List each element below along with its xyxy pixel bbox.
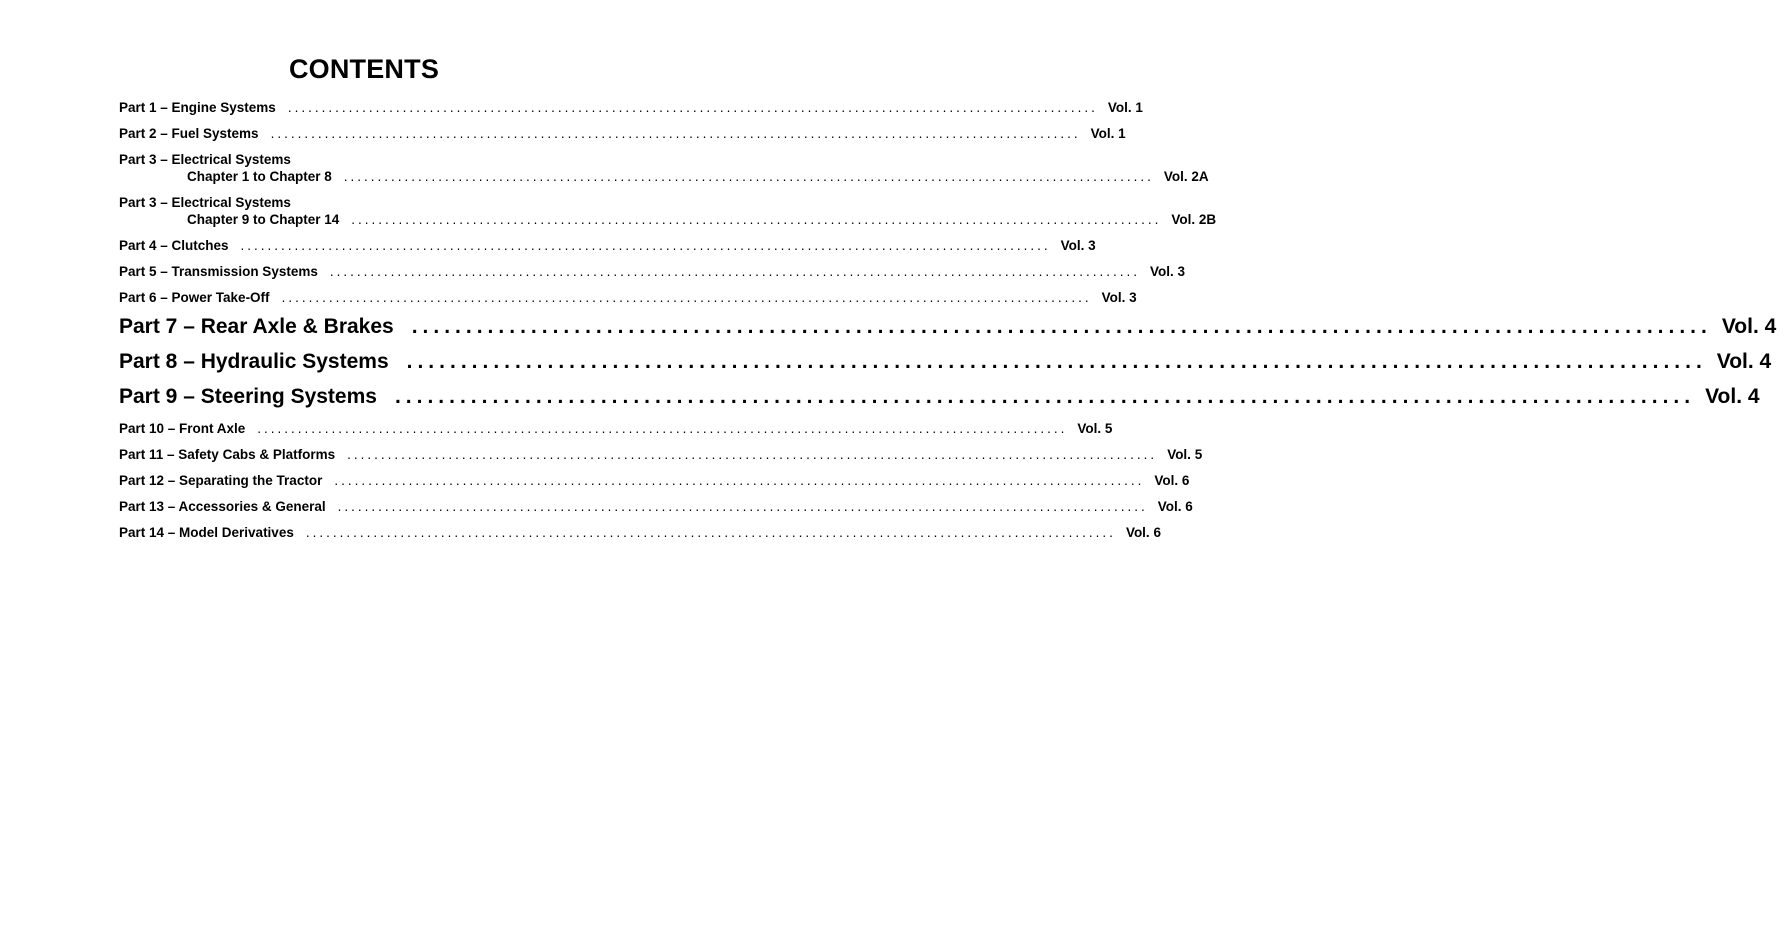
dot-leader: ........................................................................................................................ xyxy=(334,473,1145,488)
dot-leader: ........................................................................................................................ xyxy=(411,315,1712,338)
toc-entry-label: Chapter 1 to Chapter 8 xyxy=(187,169,332,184)
toc-entry-volume: Vol. 4 xyxy=(1716,350,1772,373)
toc-entry-heading: Part 3 – Electrical Systems xyxy=(119,195,291,210)
toc-entry-part-7 xyxy=(119,315,1777,339)
toc-row xyxy=(119,289,1137,306)
toc-entry-volume: Vol. 6 xyxy=(1125,525,1161,540)
toc-entry-label: Part 11 – Safety Cabs & Platforms xyxy=(119,447,336,462)
dot-leader: ........................................................................................................................ xyxy=(257,421,1068,436)
toc-entry-label: Part 12 – Separating the Tractor xyxy=(119,473,323,488)
dot-leader: ........................................................................................................................ xyxy=(240,238,1051,253)
dot-leader: ........................................................................................................................ xyxy=(394,385,1696,408)
toc-entry-volume: Vol. 3 xyxy=(1149,264,1185,279)
toc-entry-part-9 xyxy=(119,385,1760,409)
toc-entry-volume: Vol. 2A xyxy=(1163,169,1209,184)
toc-entry-label: Part 4 – Clutches xyxy=(119,238,229,253)
toc-entry-volume: Vol. 6 xyxy=(1157,499,1193,514)
toc-row xyxy=(119,446,1203,463)
dot-leader: ........................................................................................................................ xyxy=(406,350,1707,373)
toc-entry-part-13 xyxy=(119,498,1193,515)
page-title: CONTENTS xyxy=(288,54,440,84)
toc-entry-label: Part 10 – Front Axle xyxy=(119,421,246,436)
toc-entry-label: Part 9 – Steering Systems xyxy=(119,385,377,408)
toc-entry-part-1 xyxy=(119,99,1143,116)
toc-entry-volume: Vol. 6 xyxy=(1154,473,1190,488)
toc-entry-part-8 xyxy=(119,350,1772,374)
toc-entry-volume: Vol. 4 xyxy=(1705,385,1760,408)
dot-leader: ........................................................................................................................ xyxy=(351,212,1162,227)
toc-entry-part-12 xyxy=(119,472,1190,489)
toc-entry-label: Part 2 – Fuel Systems xyxy=(119,126,259,141)
dot-leader: ........................................................................................................................ xyxy=(329,264,1140,279)
toc-entry-label: Chapter 9 to Chapter 14 xyxy=(187,212,340,227)
dot-leader: ........................................................................................................................ xyxy=(270,126,1081,141)
toc-row xyxy=(119,168,1209,185)
toc-entry-volume: Vol. 3 xyxy=(1101,290,1137,305)
toc-row xyxy=(119,498,1193,515)
toc-entry-volume: Vol. 4 xyxy=(1721,315,1777,338)
dot-leader: ........................................................................................................................ xyxy=(337,499,1148,514)
dot-leader: ........................................................................................................................ xyxy=(305,525,1116,540)
toc-row xyxy=(119,263,1185,280)
toc-row xyxy=(119,420,1113,437)
toc-entry-part-14 xyxy=(119,524,1161,541)
toc-row xyxy=(119,315,1777,339)
toc-entry-label: Part 14 – Model Derivatives xyxy=(119,525,294,540)
dot-leader: ........................................................................................................................ xyxy=(281,290,1092,305)
toc-entry-label: Part 7 – Rear Axle & Brakes xyxy=(119,315,394,338)
toc-entry-label: Part 1 – Engine Systems xyxy=(119,100,276,115)
toc-entry-part-3a xyxy=(119,151,1209,185)
toc-entry-part-2 xyxy=(119,125,1126,142)
toc-entry-part-5 xyxy=(119,263,1185,280)
toc-entry-part-6 xyxy=(119,289,1137,306)
toc-entry-volume: Vol. 5 xyxy=(1077,421,1113,436)
toc-entry-part-4 xyxy=(119,237,1096,254)
toc-entry-label: Part 13 – Accessories & General xyxy=(119,499,326,514)
toc-row xyxy=(119,472,1190,489)
toc-entry-volume: Vol. 1 xyxy=(1090,126,1126,141)
toc-entry-volume: Vol. 5 xyxy=(1167,447,1203,462)
toc-entry-label: Part 6 – Power Take-Off xyxy=(119,290,270,305)
toc-row xyxy=(119,350,1772,374)
toc-entry-part-10 xyxy=(119,420,1113,437)
dot-leader: ........................................................................................................................ xyxy=(343,169,1154,184)
toc-row xyxy=(119,211,1217,228)
toc-row xyxy=(119,524,1161,541)
toc-row xyxy=(119,237,1096,254)
toc-entry-part-11 xyxy=(119,446,1203,463)
dot-leader: ........................................................................................................................ xyxy=(287,100,1098,115)
toc-entry-label: Part 8 – Hydraulic Systems xyxy=(119,350,389,373)
toc-entry-volume: Vol. 1 xyxy=(1107,100,1143,115)
toc-row xyxy=(119,99,1143,116)
toc-entry-label: Part 5 – Transmission Systems xyxy=(119,264,318,279)
toc-entry-volume: Vol. 3 xyxy=(1060,238,1096,253)
toc-row xyxy=(119,125,1126,142)
dot-leader: ........................................................................................................................ xyxy=(347,447,1158,462)
toc-entry-part-3b xyxy=(119,194,1217,228)
toc-row xyxy=(119,385,1760,409)
toc-entry-volume: Vol. 2B xyxy=(1171,212,1217,227)
toc-entry-heading: Part 3 – Electrical Systems xyxy=(119,152,291,167)
table-of-contents xyxy=(119,99,1777,550)
